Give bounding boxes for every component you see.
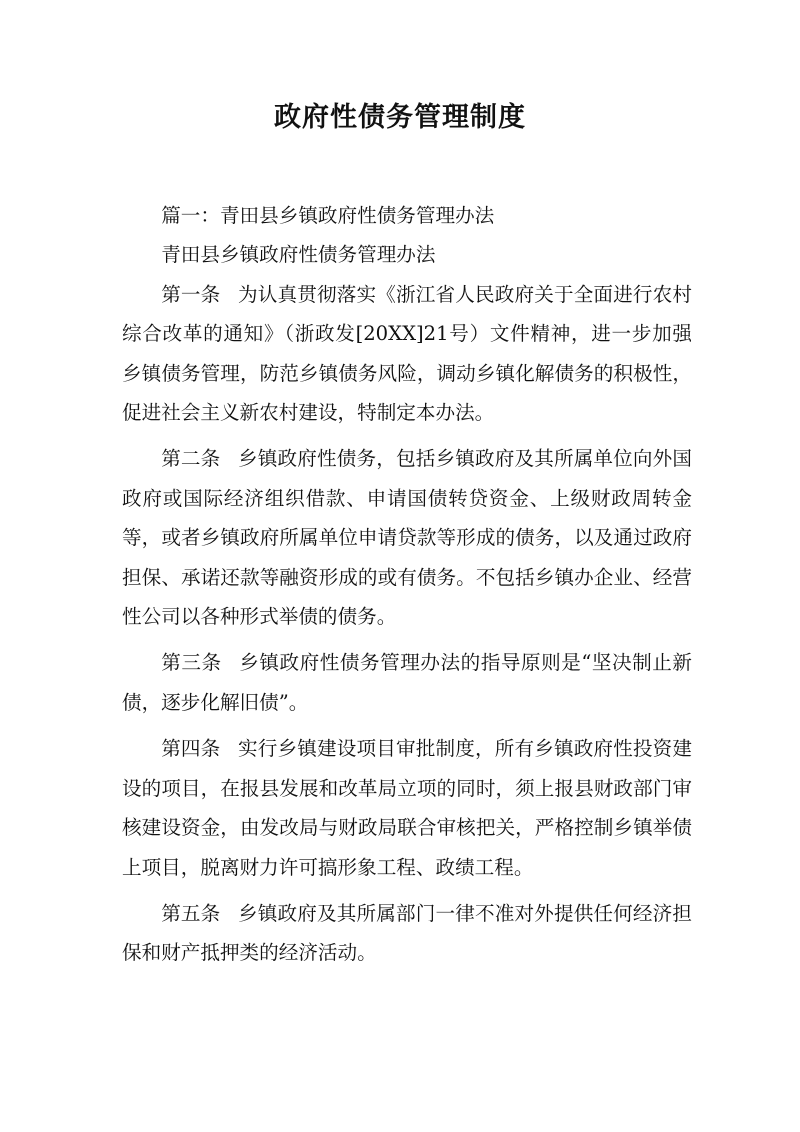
document-title: 政府性债务管理制度	[274, 102, 526, 133]
doc-heading: 青田县乡镇政府性债务管理办法	[161, 243, 436, 267]
article-text: 实行乡镇建设项目审批制度，所有乡镇政府性投资建设的项目，在报县发展和改革局立项的同时，须上报县财政部门审核建设资金，由发改局与财政局联合审核把关，严格控制乡镇举债上项目，脱离财力许可搞形象工程、政绩工程。	[122, 737, 693, 879]
article-1	[122, 275, 692, 433]
article-number: 第三条	[161, 651, 222, 675]
part-heading: 篇一：青田县乡镇政府性债务管理办法	[161, 204, 495, 227]
article-number: 第五条	[161, 901, 221, 925]
article-number: 第二条	[161, 447, 221, 471]
article-text: 为认真贯彻落实《浙江省人民政府关于全面进行农村综合改革的通知》（浙政发[20XX]21号）文件精神，进一步加强乡镇债务管理，防范乡镇债务风险，调动乡镇化解债务的积极性，促进社会主义新农村建设，特制定本办法。	[122, 282, 693, 425]
article-text: 乡镇政府及其所属部门一律不准对外提供任何经济担保和财产抵押类的经济活动。	[122, 901, 693, 965]
article-5	[122, 894, 692, 973]
article-number: 第四条	[161, 737, 221, 761]
document-body	[122, 196, 692, 980]
article-2	[122, 439, 692, 636]
article-3	[122, 643, 692, 722]
article-number: 第一条	[161, 282, 221, 306]
article-text: 乡镇政府性债务管理办法的指导原则是“坚决制止新债，逐步化解旧债”。	[122, 651, 692, 714]
article-4	[122, 729, 692, 887]
article-text: 乡镇政府性债务，包括乡镇政府及其所属单位向外国政府或国际经济组织借款、申请国债转贷资金、上级财政周转金等，或者乡镇政府所属单位申请贷款等形成的债务，以及通过政府担保、承诺还款等融资形成的或有债务。不包括乡镇办企业、经营性公司以各种形式举债的债务。	[122, 447, 693, 629]
